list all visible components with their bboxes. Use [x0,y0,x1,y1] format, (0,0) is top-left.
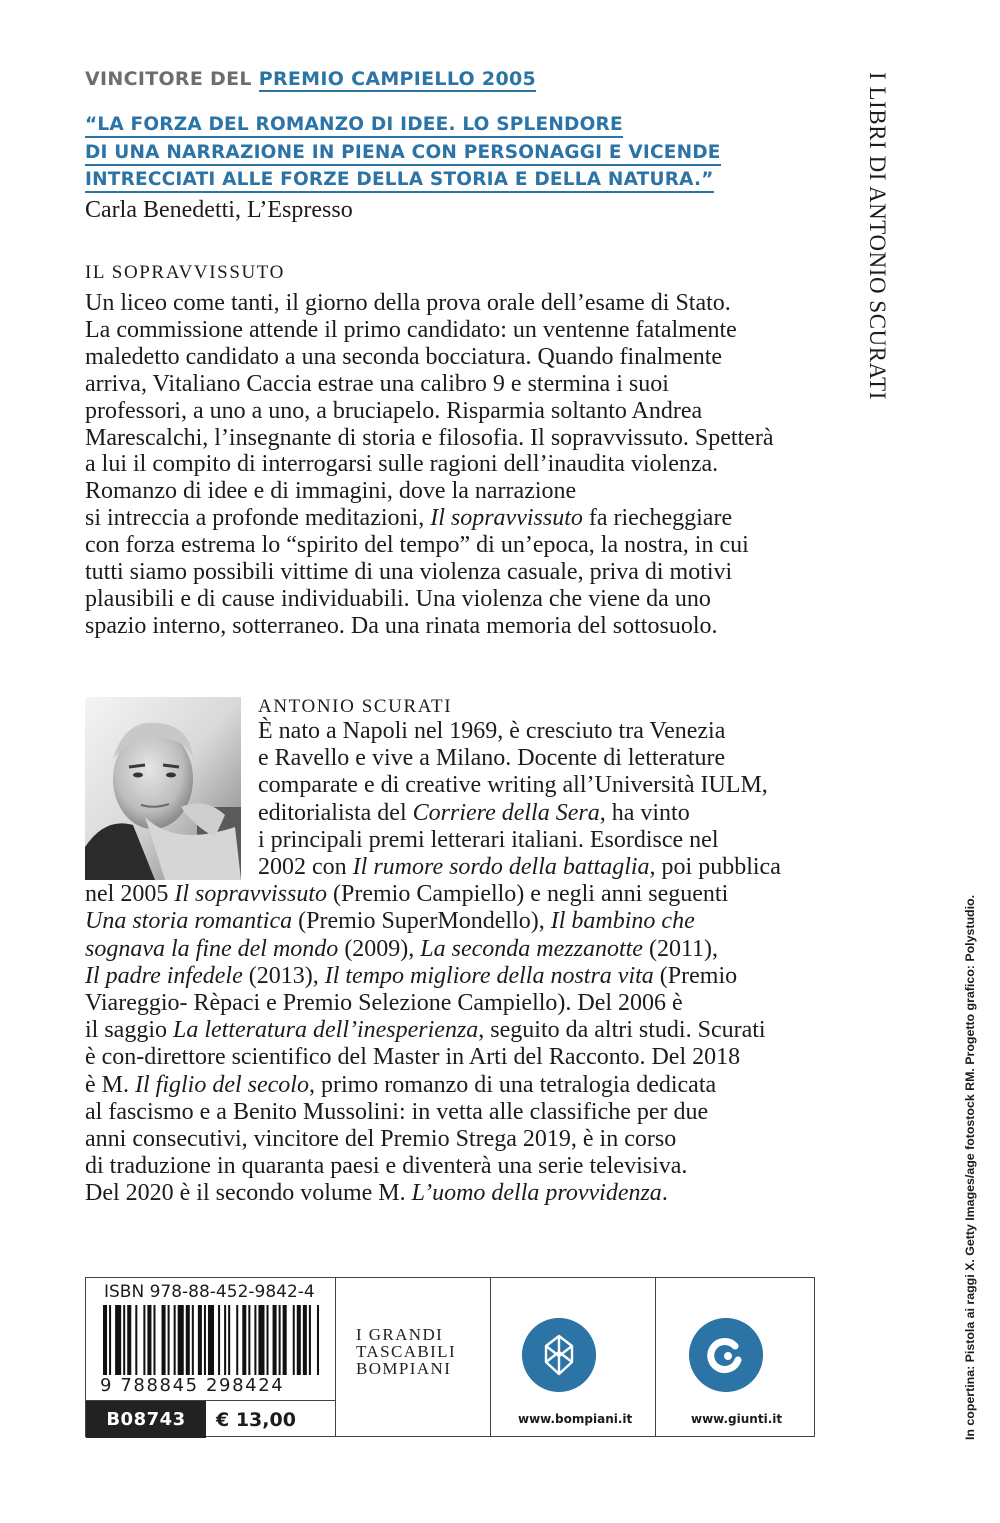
author-bio [85,718,865,1208]
synopsis-line: tutti siamo possibili vittime di una violenza casuale, priva di motivi [85,559,733,586]
barcode-bar [303,1305,307,1375]
bio-line: e Ravello e vive a Milano. Docente di letterature [258,745,726,772]
barcode-bar [186,1305,190,1375]
divider [655,1278,656,1436]
barcode-bar [178,1305,184,1375]
bio-line [85,854,865,881]
barcode-bar [267,1305,269,1375]
barcode-bar [103,1305,107,1375]
bio-title: La letteratura dell’inesperienza [173,1017,479,1044]
bio-title: sognava la fine del mondo [85,935,339,962]
bio-line [85,1180,865,1207]
bio-text: nel 2005 [85,881,175,908]
author-heading: ANTONIO SCURATI [258,696,453,717]
barcode-bar [248,1305,250,1375]
barcode-bar [258,1305,264,1375]
bio-title: Il padre infedele [85,962,243,989]
divider [335,1278,336,1436]
synopsis-line: Un liceo come tanti, il giorno della prova orale dell’esame di Stato. [85,290,731,316]
barcode-bar [283,1305,287,1375]
award-line [85,68,536,90]
synopsis-line: professori, a uno a uno, a bruciapelo. Risparmia soltanto Andrea [85,397,703,424]
synopsis-book-title: Il sopravvissuto [430,505,583,532]
bio-text: (Premio Campiello) e negli anni seguenti [327,881,729,908]
bio-title: Il bambino che [550,908,695,935]
bio-title: Una storia romantica [85,908,293,935]
series-name [356,1326,456,1377]
synopsis-line: Romanzo di idee e di immagini, dove la narrazione [85,478,577,505]
barcode [103,1305,321,1375]
bio-text: M. [378,1180,406,1207]
product-code: B08743 [86,1401,206,1438]
bio-text: , poi pubblica [649,854,781,881]
barcode-bar [317,1305,319,1375]
giunti-logo-icon [689,1318,763,1392]
bio-title: Il sopravvissuto [174,881,327,908]
barcode-digits: 9 788845 298424 [100,1375,285,1396]
bio-text: editorialista del [258,799,413,826]
series-line: BOMPIANI [356,1359,452,1378]
synopsis-line: con forza estrema lo “spirito del tempo” di un’epoca, la nostra, in cui [85,532,749,559]
barcode-bar [168,1305,170,1375]
press-quote [85,114,845,223]
award-prize: PREMIO CAMPIELLO 2005 [258,68,537,90]
bio-text: (2009), [338,935,421,962]
bio-line: È nato a Napoli nel 1969, è cresciuto tra Venezia [258,718,726,744]
bio-line: è con-direttore scientifico del Master in Arti del Racconto. Del 2018 [85,1044,741,1071]
spine-title-text: I LIBRI DI ANTONIO SCURATI [865,72,890,402]
barcode-bar [153,1305,155,1375]
synopsis-line: plausibili e di cause individuabili. Una violenza che viene da uno [85,585,711,612]
bio-title: L’uomo della provvidenza [405,1180,662,1207]
bio-line: comparate e di creative writing all’Università IULM, [258,772,768,799]
bio-line: al fascismo e a Benito Mussolini: in vetta alle classifiche per due [85,1098,709,1125]
barcode-bar [279,1305,281,1375]
divider [490,1278,491,1436]
synopsis-body [85,290,865,640]
series-line: I GRANDI [356,1325,444,1344]
barcode-bar [198,1305,202,1375]
award-prefix: VINCITORE DEL [85,68,252,90]
bio-text: , primo romanzo di una tetralogia dedicata [308,1071,717,1098]
synopsis-line: La commissione attende il primo candidato: un ventenne fatalmente [85,316,737,343]
footer-box [85,1277,815,1437]
bio-title: Corriere della Sera [412,799,600,826]
synopsis-line [85,505,865,532]
barcode-bar [242,1305,246,1375]
barcode-bar [293,1305,295,1375]
barcode-bar [143,1305,145,1375]
isbn-label: ISBN 978-88-452-9842-4 [104,1282,315,1302]
quote-source: Carla Benedetti, L’Espresso [85,196,353,223]
bio-text: , seguito da altri studi. Scurati [478,1017,766,1044]
bio-line [85,881,865,908]
spine-title [858,72,898,402]
bio-text: . [661,1180,668,1207]
bio-text: 2002 con [258,854,353,881]
barcode-bar [236,1305,238,1375]
bio-line: i principali premi letterari italiani. Esordisce nel [258,826,719,853]
barcode-bar [115,1305,121,1375]
barcode-bar [123,1305,125,1375]
barcode-bar [174,1305,176,1375]
bio-text: (2011), [642,935,719,962]
bio-line: anni consecutivi, vincitore del Premio Strega 2019, è in corso [85,1126,677,1153]
bio-title: Il rumore sordo della battaglia [352,854,650,881]
barcode-bar [192,1305,194,1375]
bio-line: Viareggio- Rèpaci e Premio Selezione Campiello). Del 2006 è [85,990,683,1017]
cover-credits [958,895,980,1440]
barcode-bar [309,1305,311,1375]
barcode-bar [147,1305,151,1375]
bio-text: (Premio [653,962,738,989]
quote-line: “LA FORZA DEL ROMANZO DI IDEE. LO SPLENDORE [85,114,623,138]
code-price-row [86,1400,335,1438]
bio-line [85,963,865,990]
quote-line: INTRECCIATI ALLE FORZE DELLA STORIA E DELLA NATURA.” [85,169,714,193]
bompiani-logo-icon [522,1318,596,1392]
bio-text: il saggio [85,1017,173,1044]
barcode-bar [208,1305,214,1375]
quote-line: DI UNA NARRAZIONE IN PIENA CON PERSONAGGI E VICENDE [85,142,721,166]
synopsis-line: a lui il compito di interrogarsi sulle ragioni dell’inaudita violenza. [85,451,719,478]
bio-line [85,1072,865,1099]
synopsis-line: spazio interno, sotterraneo. Da una rinata memoria del sottosuolo. [85,612,718,639]
series-line: TASCABILI [356,1342,457,1361]
barcode-bar [109,1305,111,1375]
bio-text: è [85,1071,102,1098]
barcode-bar [224,1305,226,1375]
barcode-bar [228,1305,230,1375]
synopsis-text: fa riecheggiare [582,505,733,532]
barcode-bar [135,1305,137,1375]
bio-title: La seconda mezzanotte [420,935,643,962]
barcode-bar [273,1305,277,1375]
bompiani-url[interactable]: www.bompiani.it [518,1412,633,1426]
bio-text: M. [101,1071,129,1098]
bio-line [85,908,865,935]
barcode-bar [127,1305,131,1375]
bio-text: (Premio SuperMondello), [292,908,551,935]
synopsis-line: maledetto candidato a una seconda bocciatura. Quando finalmente [85,343,723,370]
bio-line [85,1017,865,1044]
barcode-bar [218,1305,220,1375]
bio-title: Il figlio del secolo [129,1071,309,1098]
synopsis-line: Marescalchi, l’insegnante di storia e filosofia. Il sopravvissuto. Spetterà [85,424,774,451]
price: € 13,00 [216,1408,296,1431]
bio-line: di traduzione in quaranta paesi e diventerà una serie televisiva. [85,1153,688,1180]
synopsis-heading: IL SOPRAVVISSUTO [85,262,285,283]
cover-credits-text: In copertina: Pistola ai raggi X. Getty Images/age fotostock RM. Progetto grafico: Polystudio. [965,933,977,1440]
barcode-bar [162,1305,166,1375]
giunti-url[interactable]: www.giunti.it [691,1412,783,1426]
bio-title: Il tempo migliore della nostra vita [324,962,654,989]
synopsis-line: arriva, Vitaliano Caccia estrae una calibro 9 e stermina i suoi [85,370,669,397]
bio-line [85,936,865,963]
barcode-bar [204,1305,206,1375]
synopsis-text: si intreccia a profonde meditazioni, [85,505,431,532]
bio-text: , ha vinto [599,799,690,826]
bio-text: Del 2020 è il secondo volume [85,1180,379,1207]
barcode-bar [254,1305,256,1375]
barcode-bar [297,1305,301,1375]
bio-text: (2013), [242,962,325,989]
bio-line [85,800,865,827]
